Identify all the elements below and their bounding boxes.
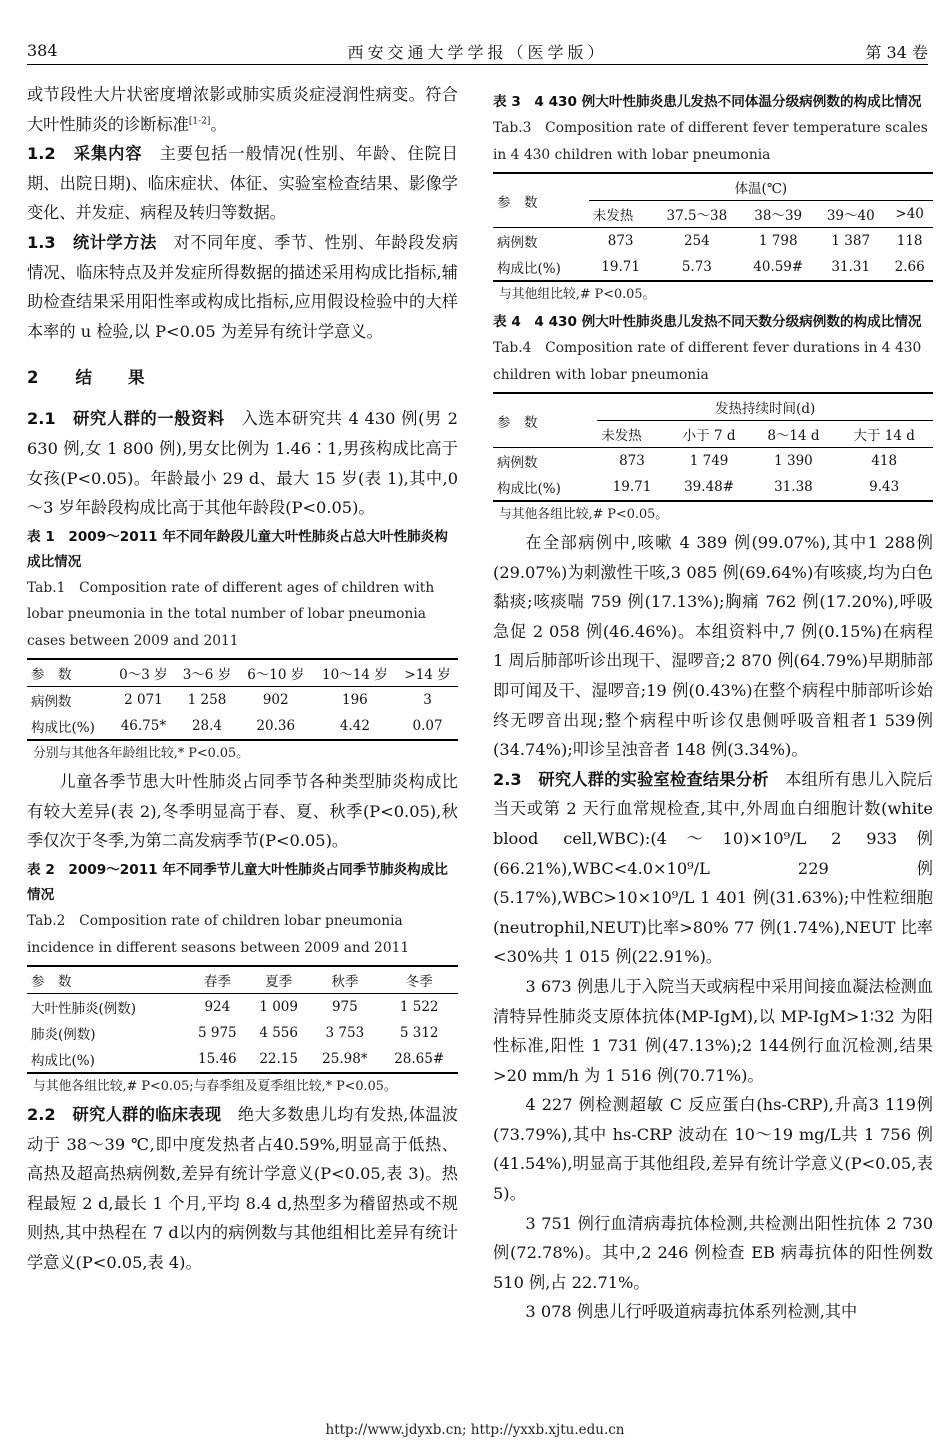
table-caption: 表 2 2009～2011 年不同季节儿童大叶性肺炎占同季节肺炎构成比情况 — [27, 862, 448, 903]
resp-paragraph: 3 078 例患儿行呼吸道病毒抗体系列检测,其中 — [525, 1302, 858, 1322]
table-row: 病例数 873 254 1 798 1 387 118 — [493, 228, 933, 255]
section-heading: 2.2 研究人群的临床表现 — [27, 1105, 222, 1124]
intro-paragraph: 或节段性大片状密度增浓影或肺实质炎症浸润性病变。符合大叶性肺炎的诊断标准[1-2]。 — [27, 85, 458, 134]
section-heading: 2.1 研究人群的一般资料 — [27, 409, 225, 429]
table-note: 与其他各组比较,# P<0.05。 — [499, 507, 669, 522]
data-table: 参 数 0～3 岁 3～6 岁 6～10 岁 10～14 岁 >14 岁 病例数 2 071 1 258 902 196 3 构成比(%) 46.75* 28.4 20.36 4.42 0.07 — [27, 658, 458, 741]
section-2-3: 2.3 研究人群的实验室检查结果分析 本组所有患儿入院后当天或第 2 天行血常规检查,其中,外周血白细胞计数(white blood cell,WBC):(4～10)×10⁹/L 2 933例(66.21%),WBC<4.0×10⁹/L 229 例(5.17%),WBC>10×10⁹/L 1 401 例(31.63%);中性粒细胞(neutrophil,NEUT)比率>80% 77 例(1.74%),NEUT 比率<30%共 1 015 例(22.91%)。 — [493, 769, 933, 967]
table-row: 大叶性肺炎(例数) 924 1 009 975 1 522 — [27, 994, 458, 1021]
table-caption-en: Tab.4 Composition rate of different fever durations in 4 430 children with lobar pneumonia — [493, 340, 922, 383]
table-row: 构成比(%) 19.71 5.73 40.59# 31.31 2.66 — [493, 254, 933, 281]
table-note: 与其他各组比较,# P<0.05;与春季组及夏季组比较,* P<0.05。 — [33, 1079, 397, 1094]
table-3 — [493, 90, 933, 308]
table-caption-en: Tab.1 Composition rate of different ages of children with lobar pneumonia in the total number of lobar pneumonia cases between 2009 and 2011 — [27, 579, 435, 649]
table-note: 与其他组比较,# P<0.05。 — [499, 287, 656, 302]
table-caption-en: Tab.2 Composition rate of children lobar pneumonia incidence in different seasons between 2009 and 2011 — [27, 913, 410, 956]
page-number: 384 — [27, 41, 58, 60]
season-paragraph: 儿童各季节患大叶性肺炎占同季节各种类型肺炎构成比有较大差异(表 2),冬季明显高于春、夏、秋季(P<0.05),秋季仅次于冬季,为第二高发病季节(P<0.05)。 — [27, 772, 458, 851]
table-row: 构成比(%) 15.46 22.15 25.98* 28.65# — [27, 1046, 458, 1073]
table-2 — [27, 858, 458, 1100]
table-4 — [493, 310, 933, 528]
running-header — [27, 38, 928, 65]
mp-paragraph: 3 673 例患儿于入院当天或病程中采用间接血凝法检测血清特异性肺炎支原体抗体(MP-IgM),以 MP-IgM>1∶32 为阳性标准,阳性 1 731 例(47.13%);2 144例行血沉检测,结果>20 mm/h 为 1 516 例(70.71%)。 — [493, 976, 934, 1085]
section-2-1: 2.1 研究人群的一般资料 入选本研究共 4 430 例(男 2 630 例,女 1 800 例),男女比例为 1.46∶1,男孩构成比高于女孩(P<0.05)。年龄最小 29 d、最大 15 岁(表 1),其中,0～3 岁年龄段构成比高于其他年龄段(P<0.05)。 — [27, 409, 458, 518]
table-row: 构成比(%) 19.71 39.48# 31.38 9.43 — [493, 474, 933, 501]
table-caption: 表 1 2009～2011 年不同年龄段儿童大叶性肺炎占总大叶性肺炎构成比情况 — [27, 528, 448, 570]
citation[interactable]: [1-2] — [188, 116, 211, 127]
table-row: 病例数 2 071 1 258 902 196 3 — [27, 687, 458, 714]
table-row: 构成比(%) 46.75* 28.4 20.36 4.42 0.07 — [27, 713, 458, 740]
data-table: 参 数 春季 夏季 秋季 冬季 大叶性肺炎(例数) 924 1 009 975 1 522 肺炎(例数) 5 975 4 556 3 753 5 312 构成比(%) 15.46 22.15 25.98* 28.65# — [27, 965, 458, 1074]
left-column — [27, 80, 458, 1278]
table-row: 病例数 873 1 749 1 390 418 — [493, 448, 933, 475]
section-heading: 1.3 统计学方法 — [27, 232, 157, 252]
footer-urls[interactable]: http://www.jdyxb.cn; http://yxxb.xjtu.edu.cn — [325, 1422, 625, 1438]
table-caption-en: Tab.3 Composition rate of different fever temperature scales in 4 430 children with lobar pneumonia — [493, 120, 928, 163]
table-caption: 表 3 4 430 例大叶性肺炎患儿发热不同体温分级病例数的构成比情况 — [493, 94, 922, 110]
section-heading: 2.3 研究人群的实验室检查结果分析 — [493, 769, 769, 789]
section-heading: 1.2 采集内容 — [27, 144, 143, 164]
data-table: 参 数 发热持续时间(d) 未发热 小于 7 d 8～14 d 大于 14 d 病例数 873 1 749 1 390 418 构成比(%) 19.71 39.48# 31.38 9.43 — [493, 392, 933, 502]
section-1-3: 1.3 统计学方法 对不同年度、季节、性别、年龄段发病情况、临床特点及并发症所得数据的描述采用构成比指标,辅助检查结果采用阳性率或构成比指标,应用假设检验中的大样本率的 u 检验,以 P<0.05 为差异有统计学意义。 — [27, 232, 459, 341]
section-1-2: 1.2 采集内容 主要包括一般情况(性别、年龄、住院日期、出院日期)、临床症状、体征、实验室检查结果、影像学变化、并发症、病程及转归等数据。 — [27, 144, 458, 223]
table-note: 分别与其他各年龄组比较,* P<0.05。 — [33, 746, 249, 762]
journal-title: 西安交通大学学报（医学版） — [347, 43, 608, 62]
data-table: 参 数 体温(℃) 未发热 37.5～38 38～39 39～40 >40 病例数 873 254 1 798 1 387 118 构成比(%) 19.71 5.73 40.59# 31.31 2.66 — [493, 172, 933, 282]
crp-paragraph: 4 227 例检测超敏 C 反应蛋白(hs-CRP),升高3 119例(73.79%),其中 hs-CRP 波动在 10～19 mg/L共 1 756 例(41.54%),明显高于其他组段,差异有统计学意义(P<0.05,表 5)。 — [493, 1095, 933, 1204]
section-2-2: 2.2 研究人群的临床表现 绝大多数患儿均有发热,体温波动于 38～39 ℃,即中度发热者占40.59%,明显高于低热、高热及超高热病例数,差异有统计学意义(P<0.05,表 3)。热程最短 2 d,最长 1 个月,平均 8.4 d,热型多为稽留热或不规则热,其中热程在 7 d以内的病例数与其他组相比差异有统计学意义(P<0.05,表 4)。 — [27, 1105, 458, 1272]
table-caption: 表 4 4 430 例大叶性肺炎患儿发热不同天数分级病例数的构成比情况 — [493, 314, 922, 330]
virus-paragraph: 3 751 例行血清病毒抗体检测,共检测出阳性抗体 2 730 例(72.78%)。其中,2 246 例检查 EB 病毒抗体的阳性例数 510 例,占 22.71%。 — [493, 1213, 933, 1292]
right-column — [493, 88, 933, 1327]
cough-paragraph: 在全部病例中,咳嗽 4 389 例(99.07%),其中1 288例(29.07%)为刺激性干咳,3 085 例(69.64%)有咳痰,均为白色黏痰;咳痰喘 759 例(17.13%);胸痛 762 例(17.20%),呼吸急促 2 058 例(46.46%)。本组资料中,7 例(0.15%)在病程 1 周后肺部听诊出现干、湿啰音;2 870 例(64.79%)早期肺部即可闻及干、湿啰音;19 例(0.43%)在整个病程中肺部听诊始终无啰音出现;整个病程中听诊仅患侧呼吸音粗者1 539例(34.74%);叩诊呈浊音者 148 例(3.34%)。 — [493, 533, 933, 760]
section-2-heading: 2 结 果 — [27, 368, 146, 388]
volume-label: 第 34 卷 — [865, 43, 928, 62]
table-row: 肺炎(例数) 5 975 4 556 3 753 5 312 — [31, 1025, 439, 1043]
table-1 — [27, 525, 458, 768]
